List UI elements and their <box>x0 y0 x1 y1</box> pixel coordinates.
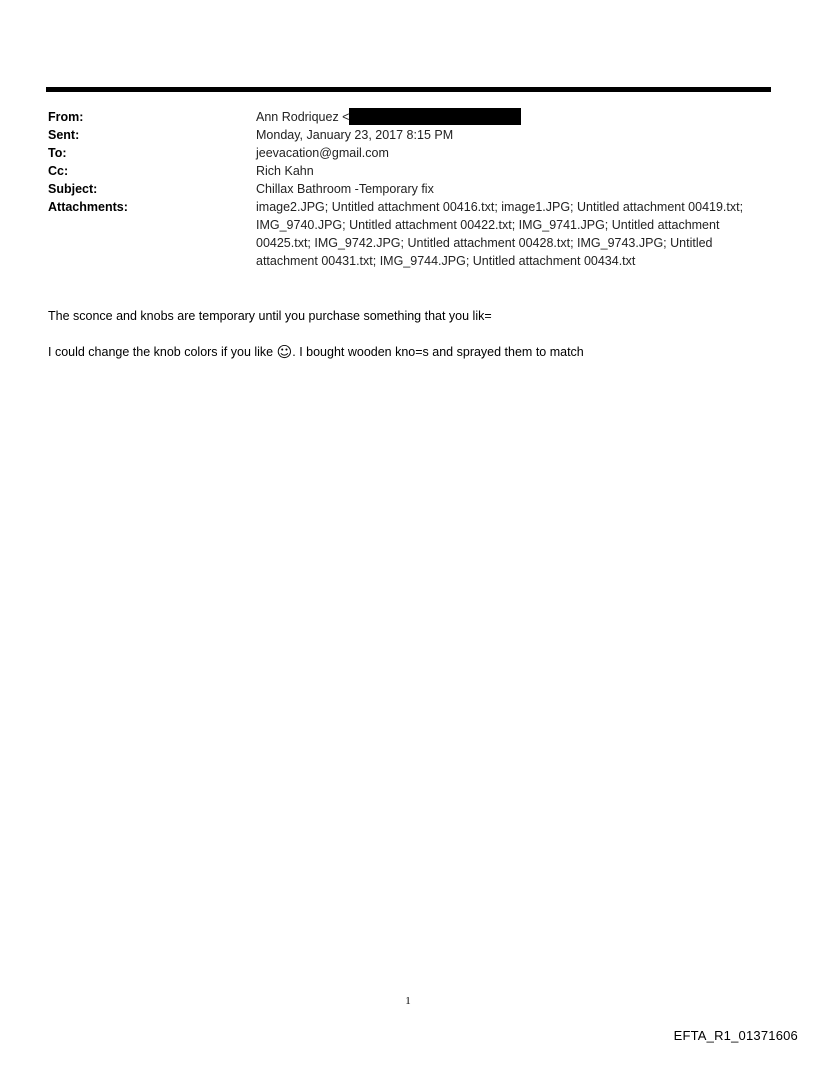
sent-value: Monday, January 23, 2017 8:15 PM <box>256 128 454 142</box>
redaction-box <box>349 108 521 125</box>
header-row-subject <box>48 180 770 198</box>
subject-label: Subject: <box>48 182 98 196</box>
cc-value: Rich Kahn <box>256 164 314 178</box>
email-header-block <box>48 108 770 270</box>
email-body-line-1: The sconce and knobs are temporary until you purchase something that you lik= <box>48 309 492 323</box>
sent-label: Sent: <box>48 128 80 142</box>
smiley-icon: ☺ <box>276 343 293 361</box>
body-line-2-text-after: . I bought wooden kno=s and sprayed them to match <box>292 345 584 359</box>
document-id-stamp: EFTA_R1_01371606 <box>673 1028 798 1043</box>
attachments-value: image2.JPG; Untitled attachment 00416.txt; image1.JPG; Untitled attachment 00419.txt; IMG_9740.JPG; Untitled attachment 00422.txt; IMG_9741.JPG; Untitled attachment 00425.txt; IMG_9742.JPG; Untitled attachment 00428.txt; IMG_9743.JPG; Untitled attachment 00431.txt; IMG_9744.JPG; Untitled attachment 00434.txt <box>256 200 744 268</box>
from-label: From: <box>48 110 84 124</box>
from-value <box>256 108 770 126</box>
from-sender-name: Ann Rodriquez < <box>256 110 350 124</box>
subject-value: Chillax Bathroom -Temporary fix <box>256 182 434 196</box>
header-row-sent <box>48 126 770 144</box>
header-row-cc <box>48 162 770 180</box>
page-number: 1 <box>405 995 411 1007</box>
header-row-to <box>48 144 770 162</box>
header-top-rule <box>46 87 771 92</box>
cc-label: Cc: <box>48 164 69 178</box>
body-line-2-text-before: I could change the knob colors if you like <box>48 345 277 359</box>
attachments-label: Attachments: <box>48 200 128 214</box>
email-body-line-2 <box>48 343 770 361</box>
to-value: jeevacation@gmail.com <box>256 146 389 160</box>
header-row-attachments <box>48 198 770 270</box>
to-label: To: <box>48 146 67 160</box>
header-row-from <box>48 108 770 126</box>
